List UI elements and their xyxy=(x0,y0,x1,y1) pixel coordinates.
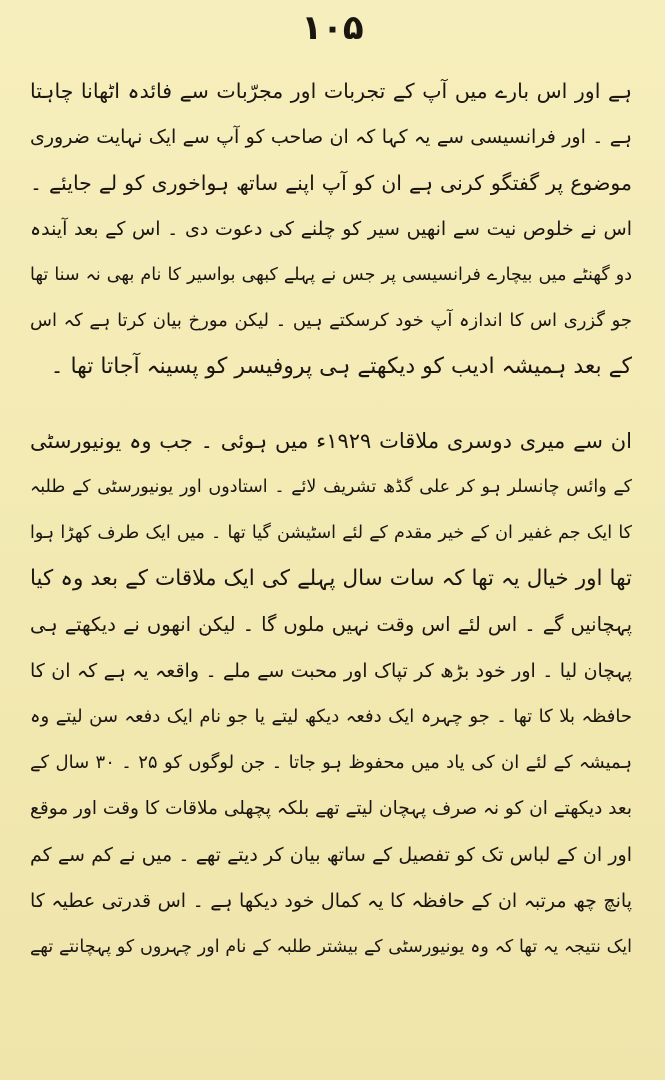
text-line: ہمیشہ کے لئے ان کی یاد میں محفوظ ہو جاتا ۔ جن لوگوں کو ۲۵ ۔ ۳۰ سال کے xyxy=(30,752,632,773)
text-line: اور ان کے لباس تک کو تفصیل کے ساتھ بیان کر دیتے تھے ۔ میں نے کم سے کم xyxy=(30,844,632,866)
text-line: پہچانیں گے ۔ اس لئے اس وقت نہیں ملوں گا ۔ لیکن انھوں نے دیکھتے ہی xyxy=(30,613,632,636)
text-line: کے وائس چانسلر ہو کر علی گڈھ تشریف لائے ۔ استادوں اور یونیورسٹی کے طلبہ xyxy=(30,477,632,497)
text-line: کے بعد ہمیشہ ادیب کو دیکھتے ہی پروفیسر کو پسینہ آجاتا تھا ۔ xyxy=(50,354,632,379)
paragraph-1 xyxy=(30,68,632,390)
text-line: جو گزری اس کا اندازہ آپ خود کرسکتے ہیں ۔ لیکن مورخ بیان کرتا ہے کہ اس xyxy=(30,310,632,331)
text-line: ہے اور اس بارے میں آپ کے تجربات اور مجرّبات سے فائدہ اٹھانا چاہتا xyxy=(30,79,632,103)
text-line: بعد دیکھتے ان کو نہ صرف پہچان لیتے تھے بلکہ پچھلی ملاقات کا وقت اور موقع xyxy=(30,798,632,819)
text-line: تھا اور خیال یہ تھا کہ سات سال پہلے کی ایک ملاقات کے بعد وہ کیا xyxy=(30,566,632,591)
text-line: کا ایک جم غفیر ان کے خیر مقدم کے لئے اسٹیشن گیا تھا ۔ میں ایک طرف کھڑا ہوا xyxy=(30,523,632,543)
text-line: ایک نتیجہ یہ تھا کہ وہ یونیورسٹی کے بیشتر طلبہ کے نام اور چہروں کو پہچانتے تھے xyxy=(30,937,632,957)
text-line: اس نے خلوص نیت سے انھیں سیر کو چلنے کی دعوت دی ۔ اس کے بعد آیندہ xyxy=(30,218,632,240)
text-line: پہچان لیا ۔ اور خود بڑھ کر تپاک اور محبت سے ملے ۔ واقعہ یہ ہے کہ ان کا xyxy=(30,660,632,682)
text-line: موضوع پر گفتگو کرنی ہے ان کو آپ اپنے ساتھ ہواخوری کو لے جایئے ۔ xyxy=(30,171,632,195)
text-line: دو گھنٹے میں بیچارے فرانسیسی پر جس نے پہلے کبھی بواسیر کا نام بھی نہ سنا تھا xyxy=(30,265,632,285)
text-line: ان سے میری دوسری ملاقات ۱۹۲۹ء میں ہوئی ۔ جب وہ یونیورسٹی xyxy=(30,429,632,453)
text-line: پانچ چھ مرتبہ ان کے حافظہ کا یہ کمال خود دیکھا ہے ۔ اس قدرتی عطیہ کا xyxy=(30,890,632,912)
paragraph-2 xyxy=(30,418,632,970)
text-line: حافظہ بلا کا تھا ۔ جو چہرہ ایک دفعہ دیکھ لیتے یا جو نام ایک دفعہ سن لیتے وہ xyxy=(30,706,632,727)
page-number: ۱۰۵ xyxy=(301,8,364,48)
text-line: ہے ۔ اور فرانسیسی سے یہ کہا کہ ان صاحب کو آپ سے ایک نہایت ضروری xyxy=(30,126,632,148)
